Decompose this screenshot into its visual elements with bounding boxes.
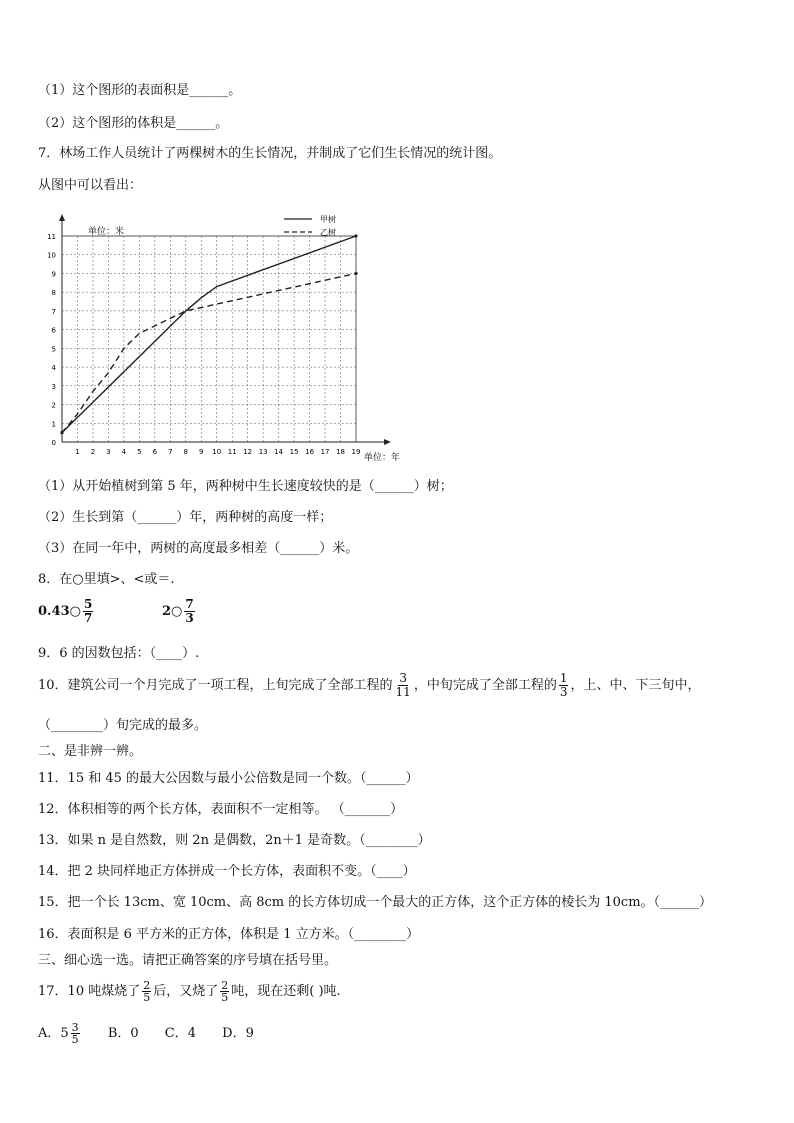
q10-fraction-2 [559,672,569,699]
series-end-point [354,272,357,275]
y-tick-label: 0 [51,439,56,447]
x-tick-label: 8 [183,448,189,456]
fraction-numerator: 1 [559,671,568,685]
q17-option-b[interactable]: B．0 [107,1026,139,1041]
q10-part1: 10．建筑公司一个月完成了一项工程，上旬完成了全部工程的 [38,678,393,693]
series-end-point [354,234,357,237]
q8-item-b [162,598,197,625]
fraction-denominator: 7 [84,611,93,625]
x-tick-label: 19 [351,448,361,456]
chart-tick-labels [47,233,360,456]
y-tick-label: 8 [51,289,56,298]
series-line-solid [62,236,356,433]
fraction-denominator: 5 [221,991,229,1004]
x-tick-label: 11 [227,448,237,456]
section-2-title: 二、是非辨一辨。 [38,744,143,759]
q8-a-left: 0.43○ [38,604,82,619]
q7-sub3: （3）在同一年中，两树的高度最多相差（______）米。 [38,541,359,556]
chart-series [60,234,357,434]
q7-lead: 从图中可以看出： [38,178,143,193]
x-tick-label: 4 [121,448,127,456]
legend-label-series-2: 乙树 [320,228,336,237]
x-tick-label: 10 [212,448,222,456]
fraction-numerator: 5 [84,597,93,611]
q10-part3: ，上、中、下三旬中， [570,678,701,693]
fraction-numerator: 3 [399,671,407,685]
q8-a-fraction [83,598,93,625]
x-tick-label: 15 [289,448,299,456]
fraction-denominator: 5 [71,1033,79,1046]
x-tick-label: 9 [199,448,204,456]
tf-question-15: 15．把一个长 13cm、宽 10cm、高 8cm 的长方体切成一个最大的正方体，这个正方体的棱长为 10cm。（______） [38,895,713,910]
y-tick-label: 2 [51,401,56,410]
q17-fraction-2 [220,980,229,1003]
option-a-label: A．5 [38,1026,69,1041]
y-tick-label: 3 [51,382,56,391]
y-tick-label: 5 [51,345,56,354]
y-tick-label: 6 [51,326,56,335]
x-tick-label: 1 [75,448,80,456]
q7-sub1: （1）从开始植树到第 5 年，两种树中生长速度较快的是（______）树； [38,479,453,494]
y-tick-label: 4 [51,364,56,373]
q17-part3: 吨，现在还剩( )吨. [231,984,341,999]
q17-option-c[interactable]: C．4 [164,1026,196,1041]
q6-sub1: （1）这个图形的表面积是______。 [38,83,242,98]
q17-part2: 后，又烧了 [153,984,219,999]
q6-sub2: （2）这个图形的体积是______。 [38,116,229,131]
y-axis-arrow [59,214,65,221]
x-tick-label: 17 [320,448,330,456]
q7-sub2: （2）生长到第（______）年，两种树的高度一样； [38,510,333,525]
q10-part2: ，中旬完成了全部工程的 [413,678,557,693]
tf-question-14: 14．把 2 块同样地正方体拼成一个长方体，表面积不变。（____） [38,864,416,879]
x-tick-label: 2 [90,448,96,456]
y-tick-label: 7 [51,307,56,316]
q17-option-a[interactable] [38,1022,82,1045]
x-tick-label: 5 [137,448,142,456]
q10-line1 [38,672,701,699]
q8-b-fraction [184,598,194,625]
y-tick-label: 11 [47,233,56,241]
fraction-numerator: 3 [71,1021,79,1034]
legend-label-series-1: 甲树 [320,215,336,224]
q17-stem [38,980,341,1003]
fraction-denominator: 11 [395,685,411,699]
x-tick-label: 6 [152,448,158,456]
y-tick-label: 9 [51,270,56,279]
tf-question-16: 16．表面积是 6 平方米的正方体，体积是 1 立方米。（________） [38,927,420,942]
option-a-fraction [71,1022,80,1045]
tf-question-13: 13．如果 n 是自然数，则 2n 是偶数，2n＋1 是奇数。（________） [38,833,431,848]
fraction-numerator: 7 [185,597,194,611]
q17-fraction-1 [142,980,151,1003]
x-tick-label: 3 [106,448,111,456]
q10-line2: （________）旬完成的最多。 [38,718,208,733]
fraction-denominator: 3 [559,685,568,699]
fraction-numerator: 2 [143,979,151,992]
chart-grid [62,236,356,442]
q17-part1: 17．10 吨煤烧了 [38,984,141,999]
q8-stem: 8．在○里填>、<或＝. [38,572,175,587]
fraction-numerator: 2 [221,979,229,992]
chart-axes [59,214,391,445]
q10-fraction-1 [395,672,412,699]
x-tick-label: 13 [258,448,268,456]
q9-text: 9．6 的因数包括：（____）. [38,646,200,661]
series-start-point [60,431,63,434]
y-axis-unit-label: 单位：米 [88,227,125,237]
q17-option-d[interactable]: D．9 [222,1026,254,1041]
q8-item-a [38,598,95,625]
x-tick-label: 12 [243,448,253,456]
q17-options [38,1022,276,1045]
tf-question-11: 11．15 和 45 的最大公因数与最小公倍数是同一个数。（______） [38,771,419,786]
x-tick-label: 14 [274,448,284,456]
q8-b-left: 2○ [162,604,183,619]
x-axis-unit-label: 单位：年 [364,453,401,463]
x-tick-label: 18 [336,448,345,456]
section-3-title: 三、细心选一选。请把正确答案的序号填在括号里。 [38,953,338,968]
tf-question-12: 12．体积相等的两个长方体，表面积不一定相等。 （_______） [38,802,404,817]
fraction-denominator: 3 [185,611,194,625]
y-tick-label: 1 [51,420,56,429]
y-tick-label: 10 [47,251,56,260]
x-tick-label: 16 [305,448,315,456]
series-line-dashed [62,273,356,432]
x-tick-label: 7 [168,448,173,456]
fraction-denominator: 5 [143,991,151,1004]
q7-stem: 7．林场工作人员统计了两棵树木的生长情况，并制成了它们生长情况的统计图。 [38,146,502,161]
x-axis-arrow [384,439,391,445]
growth-line-chart [28,205,408,467]
chart-legend [284,214,336,237]
